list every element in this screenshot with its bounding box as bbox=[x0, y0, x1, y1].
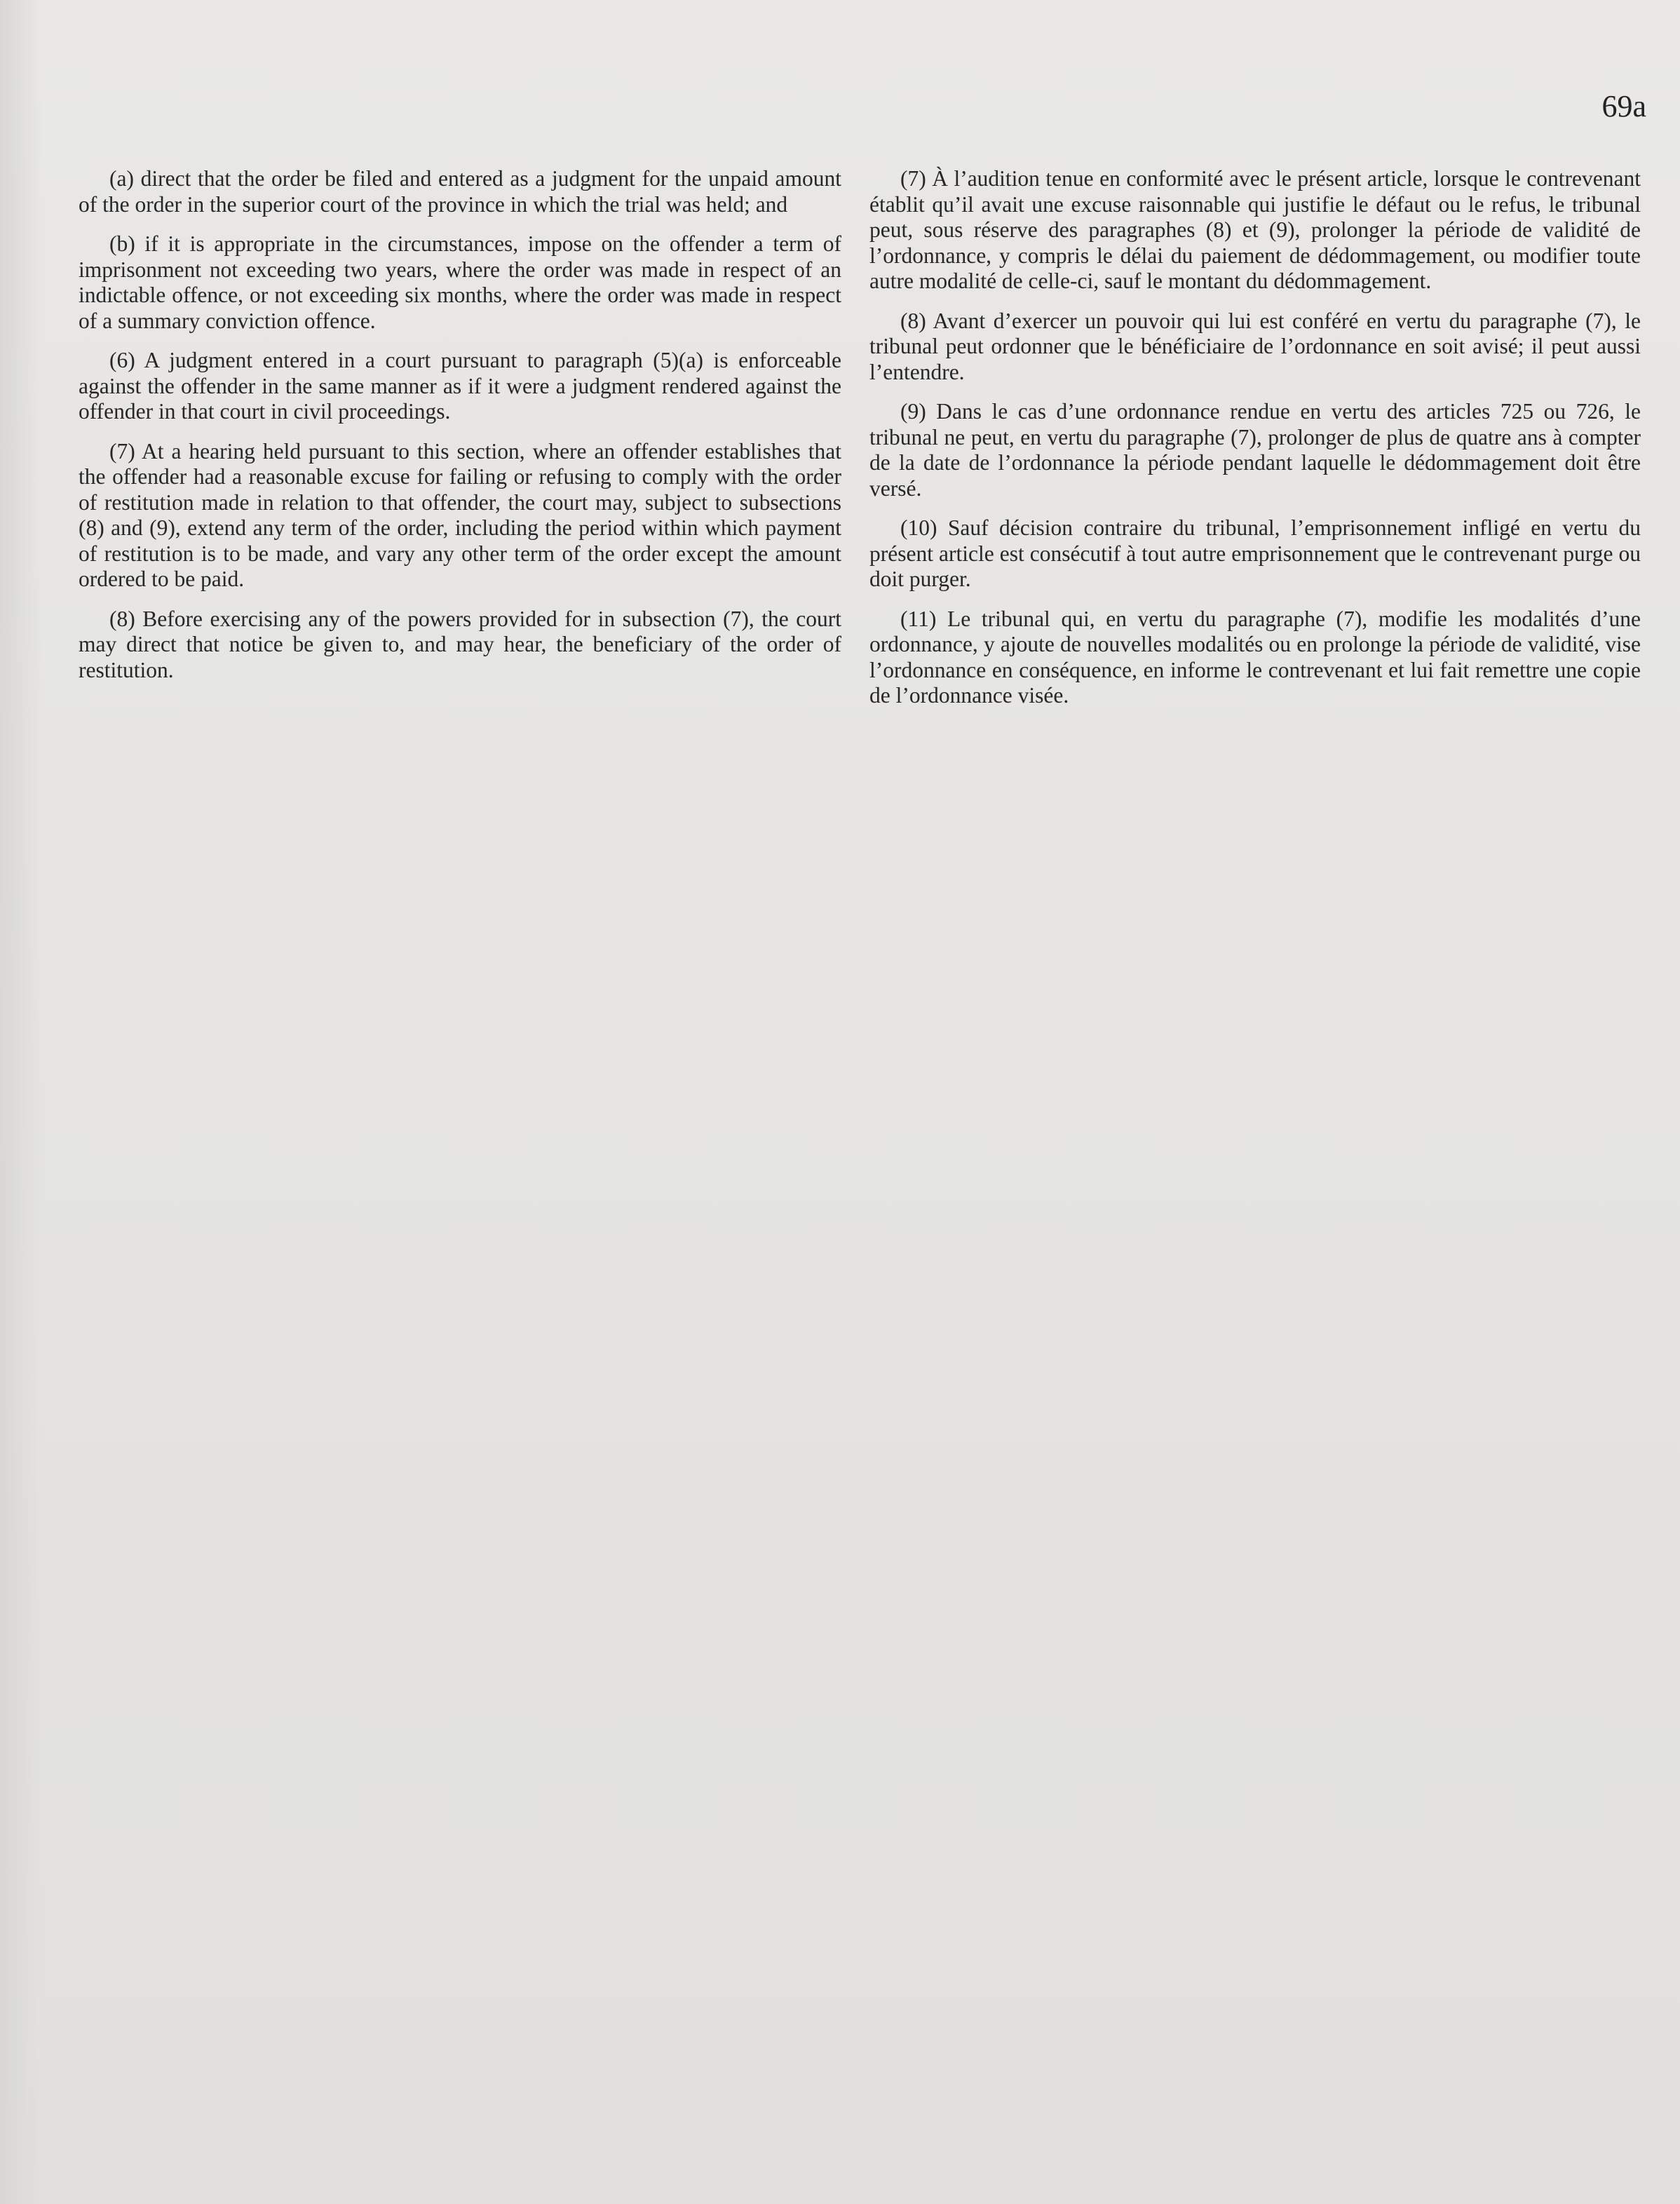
paragraph-8: (8) Before exercising any of the powers provided for in subsection (7), the court may direct that notice be given to, and may hear, the beneficiary of the order of restitution. bbox=[79, 606, 841, 682]
page-binding-shadow bbox=[0, 0, 42, 2204]
paragraphe-9: (9) Dans le cas d’une ordonnance rendue en vertu des articles 725 ou 726, le tribunal ne peut, en vertu du paragraphe (7), prolonger de plus de quatre ans à compter de la date de l’ordonnance la période pendant laquelle le dédommagement doit être versé. bbox=[869, 399, 1641, 501]
paragraph-7: (7) At a hearing held pursuant to this section, where an offender establishes that the offender had a reasonable excuse for failing or refusing to comply with the order of restitution made in relation to that offender, the court may, subject to subsections (8) and (9), extend any term of the order, including the period within which payment of restitution is to be made, and vary any other term of the order except the amount ordered to be paid. bbox=[79, 438, 841, 591]
paragraphe-11: (11) Le tribunal qui, en vertu du paragraphe (7), modifie les modalités d’une ordonnance, y ajoute de nouvelles modalités ou en prolonge la période de validité, vise l’ordonnance en conséquence, en informe le contrevenant et lui fait remettre une copie de l’ordonnance visée. bbox=[869, 606, 1641, 708]
french-column bbox=[869, 166, 1641, 723]
page-number: 69a bbox=[1601, 89, 1646, 123]
english-column bbox=[79, 166, 841, 697]
paragraph-5b: (b) if it is appropriate in the circumstances, impose on the offender a term of imprisonment not exceeding two years, where the order was made in respect of an indictable offence, or not exceeding six months, where the order was made in respect of a summary conviction offence. bbox=[79, 231, 841, 333]
paragraphe-7: (7) À l’audition tenue en conformité avec le présent article, lorsque le contrevenant établit qu’il avait une excuse raisonnable qui justifie le défaut ou le refus, le tribunal peut, sous réserve des paragraphes (8) et (9), prolonger la période de validité de l’ordonnance, y compris le délai du paiement de dédommagement, ou modifier toute autre modalité de celle-ci, sauf le montant du dédommagement. bbox=[869, 166, 1641, 293]
paragraph-6: (6) A judgment entered in a court pursuant to paragraph (5)(a) is enforceable against the offender in the same manner as if it were a judgment rendered against the offender in that court in civil proceedings. bbox=[79, 348, 841, 424]
paragraphe-8: (8) Avant d’exercer un pouvoir qui lui est conféré en vertu du paragraphe (7), le tribunal peut ordonner que le bénéficiaire de l’ordonnance en soit avisé; il peut aussi l’entendre. bbox=[869, 308, 1641, 384]
paragraphe-10: (10) Sauf décision contraire du tribunal, l’emprisonnement infligé en vertu du présent article est consécutif à tout autre emprisonnement que le contrevenant purge ou doit purger. bbox=[869, 515, 1641, 591]
paragraph-5a: (a) direct that the order be filed and entered as a judgment for the unpaid amount of the order in the superior court of the province in which the trial was held; and bbox=[79, 166, 841, 217]
